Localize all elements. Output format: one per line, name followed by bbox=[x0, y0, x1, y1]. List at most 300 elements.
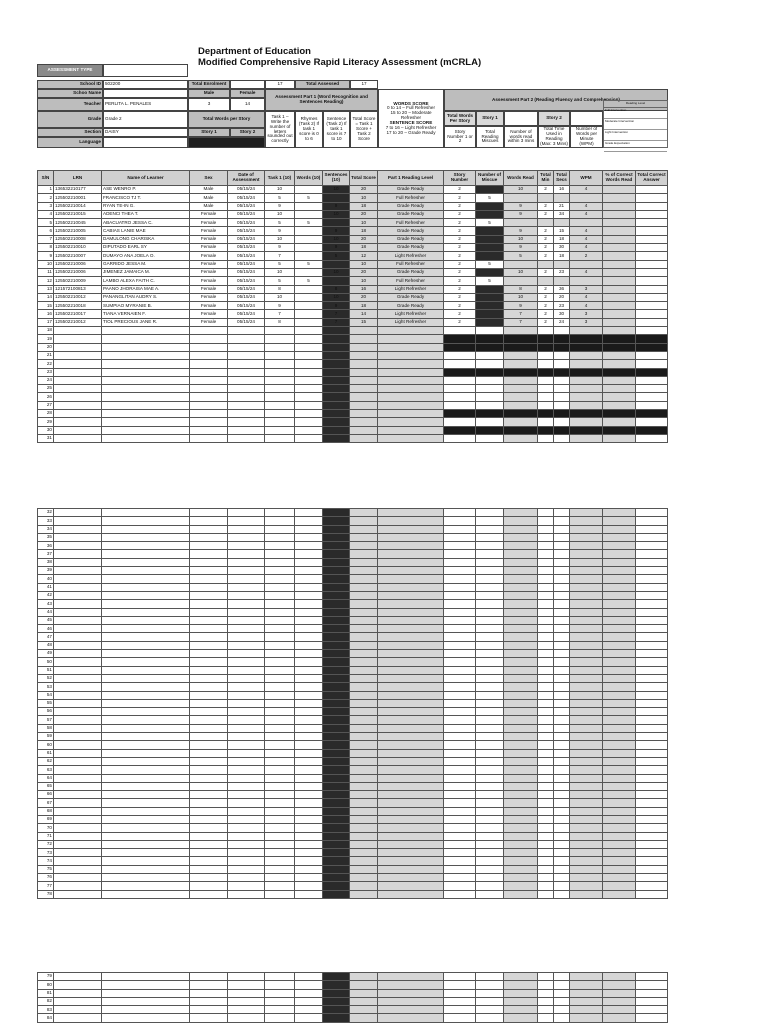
table-cell[interactable] bbox=[102, 583, 190, 591]
table-cell[interactable] bbox=[228, 525, 265, 533]
table-cell[interactable] bbox=[636, 268, 668, 276]
table-cell[interactable] bbox=[323, 376, 350, 384]
table-cell[interactable]: 39 bbox=[38, 567, 54, 575]
table-cell[interactable] bbox=[504, 260, 538, 268]
table-cell[interactable] bbox=[295, 782, 323, 790]
table-cell[interactable]: Female bbox=[190, 310, 228, 318]
table-cell[interactable] bbox=[295, 658, 323, 666]
table-cell[interactable]: Light Refresher bbox=[378, 318, 444, 326]
table-cell[interactable] bbox=[190, 733, 228, 741]
table-cell[interactable]: 05/15/24 bbox=[228, 227, 265, 235]
table-cell[interactable]: 6 bbox=[38, 227, 54, 235]
table-cell[interactable] bbox=[378, 890, 444, 898]
table-cell[interactable] bbox=[350, 749, 378, 757]
table-cell[interactable]: DAMULONG CHARISKA bbox=[102, 235, 190, 243]
table-cell[interactable]: 58 bbox=[38, 724, 54, 732]
table-cell[interactable] bbox=[378, 807, 444, 815]
table-cell[interactable] bbox=[504, 567, 538, 575]
table-cell[interactable] bbox=[570, 815, 603, 823]
table-cell[interactable] bbox=[444, 616, 476, 624]
table-cell[interactable] bbox=[636, 600, 668, 608]
table-cell[interactable] bbox=[504, 360, 538, 368]
table-cell[interactable] bbox=[295, 268, 323, 276]
table-cell[interactable] bbox=[504, 741, 538, 749]
table-cell[interactable] bbox=[295, 997, 323, 1005]
table-cell[interactable] bbox=[295, 708, 323, 716]
table-cell[interactable]: 20 bbox=[350, 268, 378, 276]
table-cell[interactable] bbox=[228, 335, 265, 343]
table-cell[interactable] bbox=[444, 401, 476, 409]
table-cell[interactable] bbox=[554, 418, 570, 426]
table-cell[interactable] bbox=[476, 252, 504, 260]
table-cell[interactable] bbox=[378, 360, 444, 368]
table-cell[interactable] bbox=[350, 708, 378, 716]
table-cell[interactable] bbox=[444, 327, 476, 335]
table-cell[interactable] bbox=[102, 973, 190, 981]
table-cell[interactable] bbox=[54, 418, 102, 426]
table-cell[interactable] bbox=[228, 997, 265, 1005]
table-cell[interactable] bbox=[228, 658, 265, 666]
table-cell[interactable] bbox=[54, 542, 102, 550]
table-cell[interactable] bbox=[350, 1014, 378, 1022]
table-cell[interactable] bbox=[323, 782, 350, 790]
table-cell[interactable] bbox=[538, 658, 554, 666]
table-cell[interactable] bbox=[636, 683, 668, 691]
table-cell[interactable] bbox=[350, 815, 378, 823]
table-cell[interactable] bbox=[350, 567, 378, 575]
table-cell[interactable]: 18 bbox=[38, 327, 54, 335]
table-cell[interactable] bbox=[570, 401, 603, 409]
table-cell[interactable]: 10 bbox=[350, 219, 378, 227]
table-cell[interactable] bbox=[54, 351, 102, 359]
table-cell[interactable] bbox=[603, 335, 636, 343]
table-cell[interactable] bbox=[504, 633, 538, 641]
table-cell[interactable] bbox=[603, 393, 636, 401]
table-cell[interactable] bbox=[554, 517, 570, 525]
table-cell[interactable] bbox=[504, 691, 538, 699]
table-cell[interactable] bbox=[190, 418, 228, 426]
table-cell[interactable] bbox=[54, 608, 102, 616]
table-cell[interactable] bbox=[444, 658, 476, 666]
table-cell[interactable] bbox=[444, 533, 476, 541]
table-cell[interactable] bbox=[323, 807, 350, 815]
table-cell[interactable] bbox=[190, 674, 228, 682]
table-cell[interactable]: 05/15/24 bbox=[228, 293, 265, 301]
table-cell[interactable]: 61 bbox=[38, 749, 54, 757]
table-cell[interactable] bbox=[265, 824, 295, 832]
table-cell[interactable] bbox=[570, 724, 603, 732]
table-cell[interactable] bbox=[444, 550, 476, 558]
table-cell[interactable] bbox=[570, 351, 603, 359]
table-cell[interactable] bbox=[190, 1014, 228, 1022]
table-cell[interactable] bbox=[444, 633, 476, 641]
table-cell[interactable] bbox=[54, 641, 102, 649]
table-cell[interactable]: 16 bbox=[38, 310, 54, 318]
table-cell[interactable] bbox=[350, 874, 378, 882]
table-cell[interactable] bbox=[538, 567, 554, 575]
table-cell[interactable] bbox=[504, 749, 538, 757]
table-cell[interactable] bbox=[444, 410, 476, 418]
table-cell[interactable]: 8 bbox=[38, 244, 54, 252]
table-cell[interactable] bbox=[603, 749, 636, 757]
table-cell[interactable]: 7 bbox=[265, 310, 295, 318]
table-cell[interactable] bbox=[323, 583, 350, 591]
table-cell[interactable] bbox=[636, 989, 668, 997]
table-cell[interactable]: 53 bbox=[38, 683, 54, 691]
table-cell[interactable]: 2 bbox=[444, 318, 476, 326]
table-cell[interactable] bbox=[350, 699, 378, 707]
table-cell[interactable] bbox=[636, 815, 668, 823]
table-cell[interactable] bbox=[603, 691, 636, 699]
table-cell[interactable] bbox=[636, 1014, 668, 1022]
table-cell[interactable] bbox=[378, 401, 444, 409]
table-cell[interactable] bbox=[636, 360, 668, 368]
table-cell[interactable] bbox=[350, 434, 378, 442]
table-cell[interactable] bbox=[265, 774, 295, 782]
table-cell[interactable] bbox=[228, 533, 265, 541]
table-cell[interactable] bbox=[444, 368, 476, 376]
table-cell[interactable] bbox=[444, 849, 476, 857]
table-cell[interactable] bbox=[265, 616, 295, 624]
table-cell[interactable]: RYAN TE-IN G. bbox=[102, 202, 190, 210]
table-cell[interactable] bbox=[444, 857, 476, 865]
table-cell[interactable] bbox=[295, 749, 323, 757]
table-cell[interactable] bbox=[554, 691, 570, 699]
table-cell[interactable] bbox=[554, 749, 570, 757]
table-cell[interactable] bbox=[54, 525, 102, 533]
table-cell[interactable] bbox=[636, 874, 668, 882]
table-cell[interactable] bbox=[265, 426, 295, 434]
table-cell[interactable] bbox=[102, 591, 190, 599]
table-cell[interactable] bbox=[570, 749, 603, 757]
table-cell[interactable] bbox=[444, 542, 476, 550]
table-cell[interactable] bbox=[444, 882, 476, 890]
table-cell[interactable] bbox=[228, 616, 265, 624]
table-cell[interactable] bbox=[476, 268, 504, 276]
table-cell[interactable]: 125502210015 bbox=[54, 210, 102, 218]
table-cell[interactable] bbox=[538, 981, 554, 989]
table-cell[interactable] bbox=[603, 260, 636, 268]
table-cell[interactable] bbox=[323, 658, 350, 666]
table-cell[interactable] bbox=[554, 989, 570, 997]
table-cell[interactable] bbox=[228, 815, 265, 823]
table-cell[interactable] bbox=[636, 840, 668, 848]
table-cell[interactable] bbox=[636, 285, 668, 293]
table-cell[interactable] bbox=[350, 733, 378, 741]
table-cell[interactable] bbox=[603, 973, 636, 981]
table-cell[interactable] bbox=[295, 716, 323, 724]
table-cell[interactable] bbox=[228, 674, 265, 682]
table-cell[interactable] bbox=[295, 509, 323, 517]
table-cell[interactable]: 75 bbox=[38, 865, 54, 873]
table-cell[interactable] bbox=[504, 401, 538, 409]
table-cell[interactable] bbox=[323, 608, 350, 616]
table-cell[interactable]: 9 bbox=[38, 252, 54, 260]
table-cell[interactable] bbox=[323, 989, 350, 997]
table-cell[interactable] bbox=[636, 194, 668, 202]
table-cell[interactable]: 4 bbox=[570, 186, 603, 194]
table-cell[interactable] bbox=[102, 733, 190, 741]
table-cell[interactable]: 9 bbox=[504, 202, 538, 210]
table-cell[interactable] bbox=[554, 832, 570, 840]
table-cell[interactable] bbox=[228, 824, 265, 832]
table-cell[interactable] bbox=[554, 683, 570, 691]
table-cell[interactable] bbox=[190, 426, 228, 434]
table-cell[interactable] bbox=[102, 874, 190, 882]
table-cell[interactable] bbox=[636, 583, 668, 591]
table-cell[interactable] bbox=[228, 327, 265, 335]
table-cell[interactable]: 2 bbox=[444, 252, 476, 260]
table-cell[interactable] bbox=[265, 683, 295, 691]
table-cell[interactable] bbox=[444, 708, 476, 716]
table-cell[interactable] bbox=[295, 849, 323, 857]
table-cell[interactable] bbox=[476, 666, 504, 674]
table-cell[interactable]: 05/15/24 bbox=[228, 310, 265, 318]
table-cell[interactable]: 50 bbox=[38, 658, 54, 666]
table-cell[interactable] bbox=[295, 525, 323, 533]
table-cell[interactable] bbox=[190, 774, 228, 782]
table-cell[interactable] bbox=[554, 981, 570, 989]
table-cell[interactable]: Full Refresher bbox=[378, 277, 444, 285]
table-cell[interactable]: 20 bbox=[38, 343, 54, 351]
table-cell[interactable] bbox=[444, 741, 476, 749]
table-cell[interactable]: 2 bbox=[444, 277, 476, 285]
table-cell[interactable] bbox=[54, 716, 102, 724]
table-cell[interactable] bbox=[295, 724, 323, 732]
table-cell[interactable] bbox=[636, 575, 668, 583]
table-cell[interactable] bbox=[636, 608, 668, 616]
table-cell[interactable] bbox=[378, 393, 444, 401]
table-cell[interactable] bbox=[603, 757, 636, 765]
table-cell[interactable]: 05/15/24 bbox=[228, 210, 265, 218]
table-cell[interactable] bbox=[190, 757, 228, 765]
table-cell[interactable] bbox=[378, 674, 444, 682]
table-cell[interactable] bbox=[54, 683, 102, 691]
table-cell[interactable] bbox=[538, 542, 554, 550]
table-cell[interactable] bbox=[228, 426, 265, 434]
table-cell[interactable]: 2 bbox=[444, 310, 476, 318]
table-cell[interactable] bbox=[554, 674, 570, 682]
table-cell[interactable] bbox=[636, 1006, 668, 1014]
table-cell[interactable] bbox=[265, 633, 295, 641]
table-cell[interactable] bbox=[228, 401, 265, 409]
table-cell[interactable] bbox=[538, 650, 554, 658]
table-cell[interactable] bbox=[265, 708, 295, 716]
table-cell[interactable] bbox=[350, 840, 378, 848]
table-cell[interactable] bbox=[504, 591, 538, 599]
table-cell[interactable] bbox=[603, 766, 636, 774]
table-cell[interactable] bbox=[603, 533, 636, 541]
table-cell[interactable] bbox=[636, 724, 668, 732]
table-cell[interactable] bbox=[190, 849, 228, 857]
table-cell[interactable] bbox=[265, 351, 295, 359]
table-cell[interactable]: 13 bbox=[38, 285, 54, 293]
table-cell[interactable] bbox=[350, 426, 378, 434]
table-cell[interactable] bbox=[265, 575, 295, 583]
table-cell[interactable] bbox=[476, 840, 504, 848]
table-cell[interactable] bbox=[444, 691, 476, 699]
assessment-type-field[interactable] bbox=[103, 64, 188, 77]
table-cell[interactable]: 3 bbox=[570, 318, 603, 326]
table-cell[interactable] bbox=[54, 989, 102, 997]
table-cell[interactable] bbox=[538, 683, 554, 691]
table-cell[interactable] bbox=[476, 832, 504, 840]
table-cell[interactable] bbox=[378, 799, 444, 807]
table-cell[interactable] bbox=[102, 791, 190, 799]
table-cell[interactable] bbox=[603, 235, 636, 243]
table-cell[interactable] bbox=[504, 766, 538, 774]
table-cell[interactable] bbox=[554, 426, 570, 434]
table-cell[interactable] bbox=[102, 418, 190, 426]
table-cell[interactable] bbox=[295, 616, 323, 624]
table-cell[interactable] bbox=[378, 857, 444, 865]
table-cell[interactable] bbox=[636, 782, 668, 790]
table-cell[interactable]: 2 bbox=[538, 293, 554, 301]
table-cell[interactable] bbox=[570, 410, 603, 418]
table-cell[interactable]: 2 bbox=[538, 244, 554, 252]
table-cell[interactable]: PAANO JHORAISA MAE A. bbox=[102, 285, 190, 293]
table-cell[interactable] bbox=[378, 641, 444, 649]
table-cell[interactable] bbox=[554, 650, 570, 658]
table-cell[interactable] bbox=[190, 575, 228, 583]
table-cell[interactable] bbox=[476, 418, 504, 426]
table-cell[interactable] bbox=[323, 525, 350, 533]
table-cell[interactable] bbox=[265, 757, 295, 765]
table-cell[interactable] bbox=[554, 633, 570, 641]
table-cell[interactable] bbox=[190, 1006, 228, 1014]
table-cell[interactable] bbox=[190, 616, 228, 624]
table-cell[interactable] bbox=[570, 360, 603, 368]
table-cell[interactable]: 7 bbox=[265, 252, 295, 260]
table-cell[interactable]: 136532210177 bbox=[54, 186, 102, 194]
table-cell[interactable] bbox=[603, 542, 636, 550]
table-cell[interactable]: Female bbox=[190, 244, 228, 252]
table-cell[interactable] bbox=[504, 368, 538, 376]
table-cell[interactable] bbox=[350, 890, 378, 898]
table-cell[interactable] bbox=[504, 874, 538, 882]
table-cell[interactable] bbox=[323, 849, 350, 857]
table-cell[interactable]: 46 bbox=[38, 625, 54, 633]
table-cell[interactable]: 66 bbox=[38, 791, 54, 799]
table-cell[interactable] bbox=[554, 434, 570, 442]
table-cell[interactable]: 56 bbox=[38, 708, 54, 716]
table-cell[interactable] bbox=[603, 683, 636, 691]
table-cell[interactable] bbox=[54, 426, 102, 434]
table-cell[interactable]: 4 bbox=[570, 227, 603, 235]
table-cell[interactable]: Female bbox=[190, 252, 228, 260]
table-cell[interactable] bbox=[190, 525, 228, 533]
table-cell[interactable]: 125502210006 bbox=[54, 260, 102, 268]
table-cell[interactable] bbox=[570, 1014, 603, 1022]
table-cell[interactable] bbox=[228, 890, 265, 898]
table-cell[interactable] bbox=[476, 558, 504, 566]
table-cell[interactable] bbox=[538, 824, 554, 832]
table-cell[interactable] bbox=[295, 318, 323, 326]
table-cell[interactable]: 31 bbox=[38, 434, 54, 442]
table-cell[interactable]: 10 bbox=[504, 186, 538, 194]
table-cell[interactable] bbox=[476, 749, 504, 757]
table-cell[interactable]: Female bbox=[190, 302, 228, 310]
table-cell[interactable] bbox=[378, 410, 444, 418]
table-cell[interactable]: 125502210014 bbox=[54, 202, 102, 210]
table-cell[interactable] bbox=[323, 857, 350, 865]
table-cell[interactable]: 5 bbox=[323, 252, 350, 260]
table-cell[interactable] bbox=[504, 799, 538, 807]
table-cell[interactable] bbox=[295, 691, 323, 699]
table-cell[interactable] bbox=[636, 219, 668, 227]
table-cell[interactable] bbox=[102, 385, 190, 393]
table-cell[interactable] bbox=[554, 782, 570, 790]
table-cell[interactable]: 7 bbox=[504, 310, 538, 318]
table-cell[interactable] bbox=[265, 376, 295, 384]
table-cell[interactable]: 60 bbox=[38, 741, 54, 749]
table-cell[interactable] bbox=[444, 650, 476, 658]
table-cell[interactable] bbox=[538, 401, 554, 409]
table-cell[interactable] bbox=[504, 583, 538, 591]
table-cell[interactable] bbox=[476, 310, 504, 318]
table-cell[interactable] bbox=[350, 517, 378, 525]
table-cell[interactable] bbox=[228, 600, 265, 608]
table-cell[interactable] bbox=[350, 666, 378, 674]
table-cell[interactable] bbox=[295, 351, 323, 359]
table-cell[interactable] bbox=[476, 575, 504, 583]
table-cell[interactable] bbox=[444, 608, 476, 616]
table-cell[interactable] bbox=[603, 285, 636, 293]
table-cell[interactable] bbox=[504, 857, 538, 865]
table-cell[interactable] bbox=[603, 824, 636, 832]
table-cell[interactable]: 5 bbox=[476, 260, 504, 268]
table-cell[interactable] bbox=[554, 666, 570, 674]
table-cell[interactable] bbox=[538, 368, 554, 376]
table-cell[interactable] bbox=[228, 583, 265, 591]
table-cell[interactable] bbox=[265, 600, 295, 608]
table-cell[interactable] bbox=[295, 293, 323, 301]
table-cell[interactable] bbox=[554, 973, 570, 981]
table-cell[interactable] bbox=[190, 385, 228, 393]
table-cell[interactable] bbox=[350, 683, 378, 691]
table-cell[interactable] bbox=[476, 757, 504, 765]
table-cell[interactable] bbox=[323, 600, 350, 608]
table-cell[interactable]: 84 bbox=[38, 1014, 54, 1022]
table-cell[interactable] bbox=[636, 393, 668, 401]
table-cell[interactable] bbox=[265, 741, 295, 749]
table-cell[interactable]: 28 bbox=[38, 410, 54, 418]
table-cell[interactable] bbox=[538, 691, 554, 699]
table-cell[interactable] bbox=[350, 724, 378, 732]
table-cell[interactable]: Full Refresher bbox=[378, 219, 444, 227]
table-cell[interactable] bbox=[603, 351, 636, 359]
table-cell[interactable] bbox=[554, 1006, 570, 1014]
table-cell[interactable] bbox=[538, 874, 554, 882]
table-cell[interactable] bbox=[636, 351, 668, 359]
table-cell[interactable] bbox=[323, 616, 350, 624]
table-cell[interactable] bbox=[54, 376, 102, 384]
table-cell[interactable]: 30 bbox=[554, 244, 570, 252]
table-cell[interactable] bbox=[476, 567, 504, 575]
table-cell[interactable]: 76 bbox=[38, 874, 54, 882]
table-cell[interactable] bbox=[603, 310, 636, 318]
table-cell[interactable]: 41 bbox=[38, 583, 54, 591]
table-cell[interactable] bbox=[190, 882, 228, 890]
table-cell[interactable] bbox=[350, 832, 378, 840]
table-cell[interactable] bbox=[476, 550, 504, 558]
table-cell[interactable] bbox=[570, 799, 603, 807]
table-cell[interactable] bbox=[228, 882, 265, 890]
table-cell[interactable] bbox=[570, 674, 603, 682]
table-cell[interactable]: 2 bbox=[444, 244, 476, 252]
table-cell[interactable] bbox=[54, 401, 102, 409]
table-cell[interactable] bbox=[190, 799, 228, 807]
